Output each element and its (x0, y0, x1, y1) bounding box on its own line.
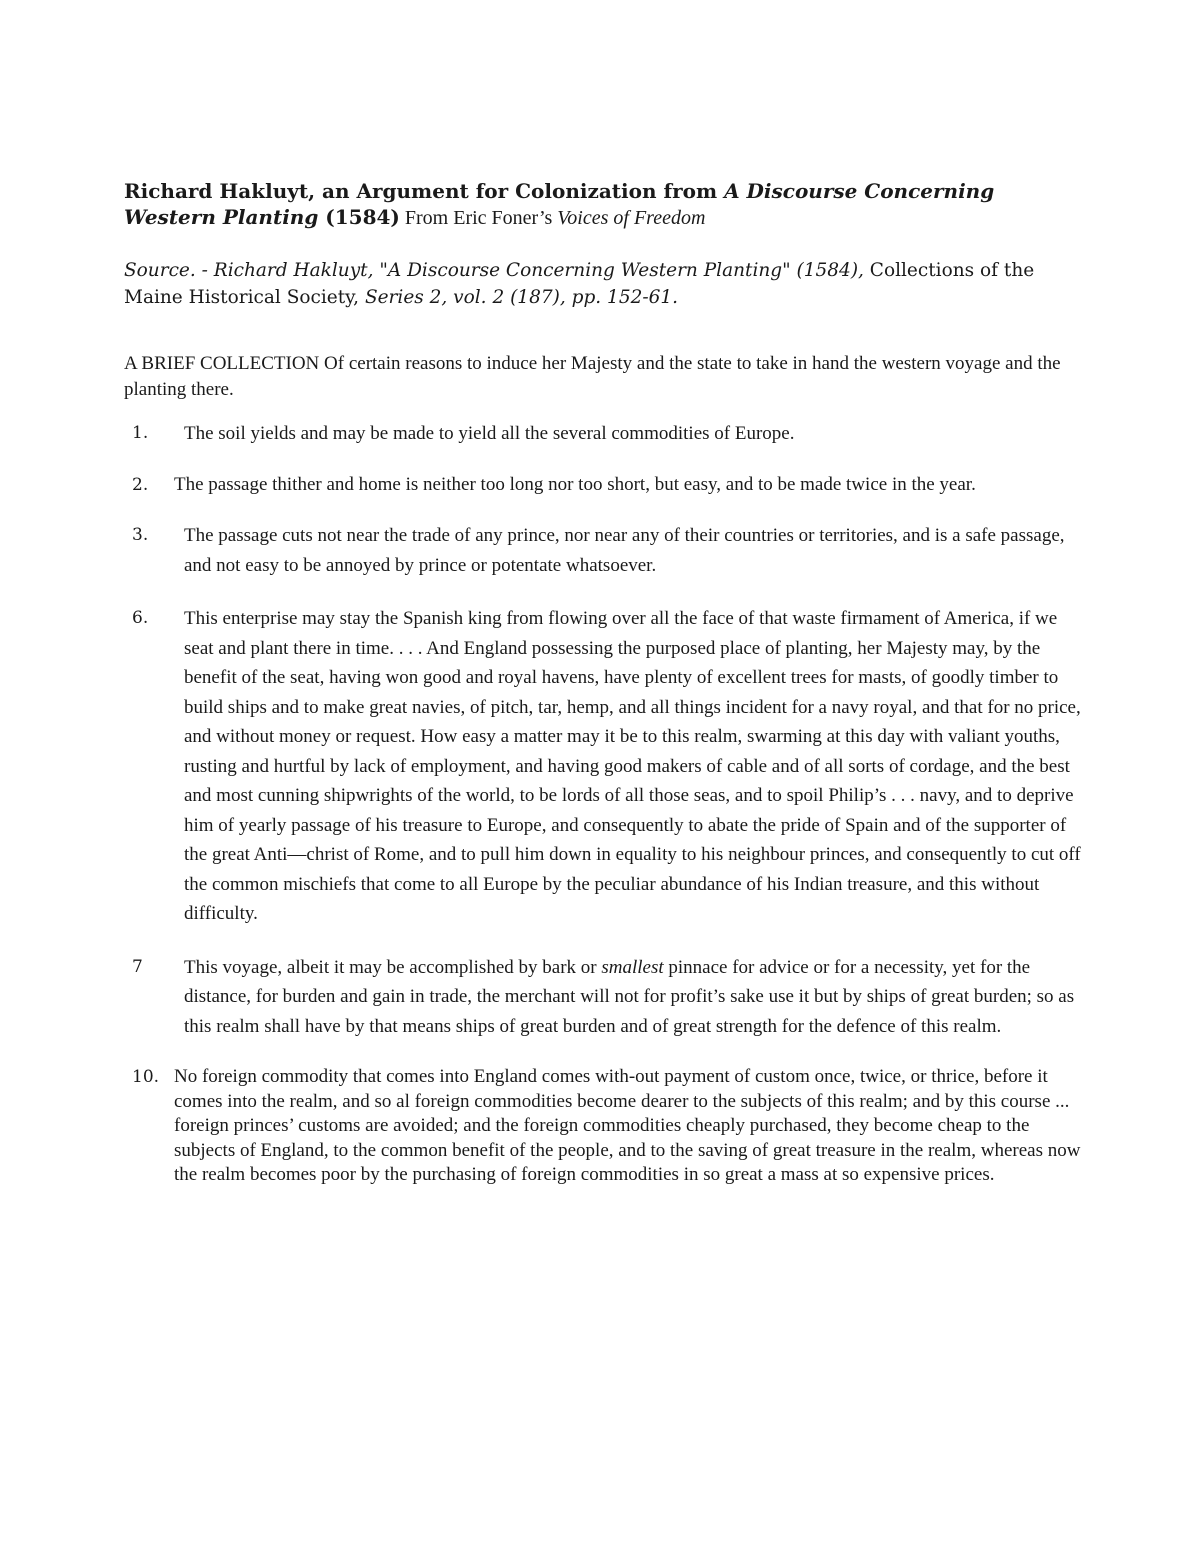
item-text-part: pinnace for advice or for a necessity, yet for the distance, for burden and gain in trade, the merchant will not for profit’s sake use it but by ships of great burden; so as this realm shall have by that means ships of great burden and of great strength for the defence of this realm. (184, 956, 1075, 1037)
title-year: (1584) (318, 205, 400, 229)
title-author: Richard Hakluyt, an Argument for Colonization from (124, 179, 725, 203)
item-number: 6. (132, 608, 149, 628)
list-item (124, 521, 1082, 580)
item-text: The soil yields and may be made to yield all the several commodities of Europe. (184, 423, 795, 444)
source-citation (124, 257, 1082, 311)
source-label: Source. - Richard Hakluyt, "A Discourse Concerning Western Planting" (1584), (124, 260, 864, 281)
reasons-list (124, 419, 1082, 1188)
source-series: Series 2, vol. 2 (187), pp. 152-61. (364, 287, 679, 308)
item-number: 10. (132, 1067, 160, 1087)
intro-paragraph: A BRIEF COLLECTION Of certain reasons to induce her Majesty and the state to take in hand the western voyage and the planting there. (124, 353, 1061, 400)
source-collection: Collections of the Maine Historical Society, (124, 260, 1035, 308)
item-text: The passage thither and home is neither too long nor too short, but easy, and to be made twice in the year. (174, 473, 976, 495)
list-item (124, 473, 1082, 498)
title-from: From Eric Foner’s (399, 207, 558, 229)
item-text-emphasis: smallest (601, 956, 664, 978)
item-number: 7 (132, 956, 143, 977)
list-item (124, 1065, 1082, 1188)
list-item (124, 604, 1082, 929)
document-title (124, 178, 1082, 231)
item-text: No foreign commodity that comes into England comes with-out payment of custom once, twice, or thrice, before it comes into the realm, and so al foreign commodities become dearer to the subjects of this realm; and by this course ... foreign princes’ customs are avoided; and the foreign commodities cheaply purchased, they become cheap to the subjects of England, to the common benefit of the people, and to the saving of great treasure in the realm, whereas now the realm becomes poor by the purchasing of foreign commodities in so great a mass at so expensive prices. (174, 1066, 1081, 1185)
item-text: This enterprise may stay the Spanish king from flowing over all the face of that waste firmament of America, if we seat and plant there in time. . . . And England possessing the purposed place of planting, her Majesty may, by the benefit of the seat, having won good and royal havens, have plenty of excellent trees for masts, of goodly timber to build ships and to make great navies, of pitch, tar, hemp, and all things incident for a navy royal, and that for no price, and without money or request. How easy a matter may it be to this realm, swarming at this day with valiant youths, rusting and hurtful by lack of employment, and having good makers of cable and of all sorts of cordage, and the best and most cunning shipwrights of the world, to be lords of all those seas, and to spoil Philip’s . . . navy, and to deprive him of yearly passage of his treasure to Europe, and consequently to abate the pride of Spain and of the supporter of the great Anti—christ of Rome, and to pull him down in equality to his neighbour princes, and consequently to cut off the common mischiefs that come to all Europe by the peculiar abundance of his Indian treasure, and this without difficulty. (184, 608, 1081, 924)
item-text (184, 957, 1074, 1037)
item-number: 1. (132, 423, 149, 443)
list-item (124, 953, 1082, 1042)
list-item (124, 419, 1082, 449)
item-number: 3. (132, 525, 149, 545)
item-number: 2. (132, 474, 149, 495)
title-work: A Discourse Concerning Western Planting (124, 179, 995, 229)
title-book: Voices of Freedom (557, 207, 706, 229)
item-text-part: This voyage, albeit it may be accomplished by bark or (184, 956, 602, 978)
item-text: The passage cuts not near the trade of any prince, nor near any of their countries or territories, and is a safe passage, and not easy to be annoyed by prince or potentate whatsoever. (184, 525, 1065, 576)
